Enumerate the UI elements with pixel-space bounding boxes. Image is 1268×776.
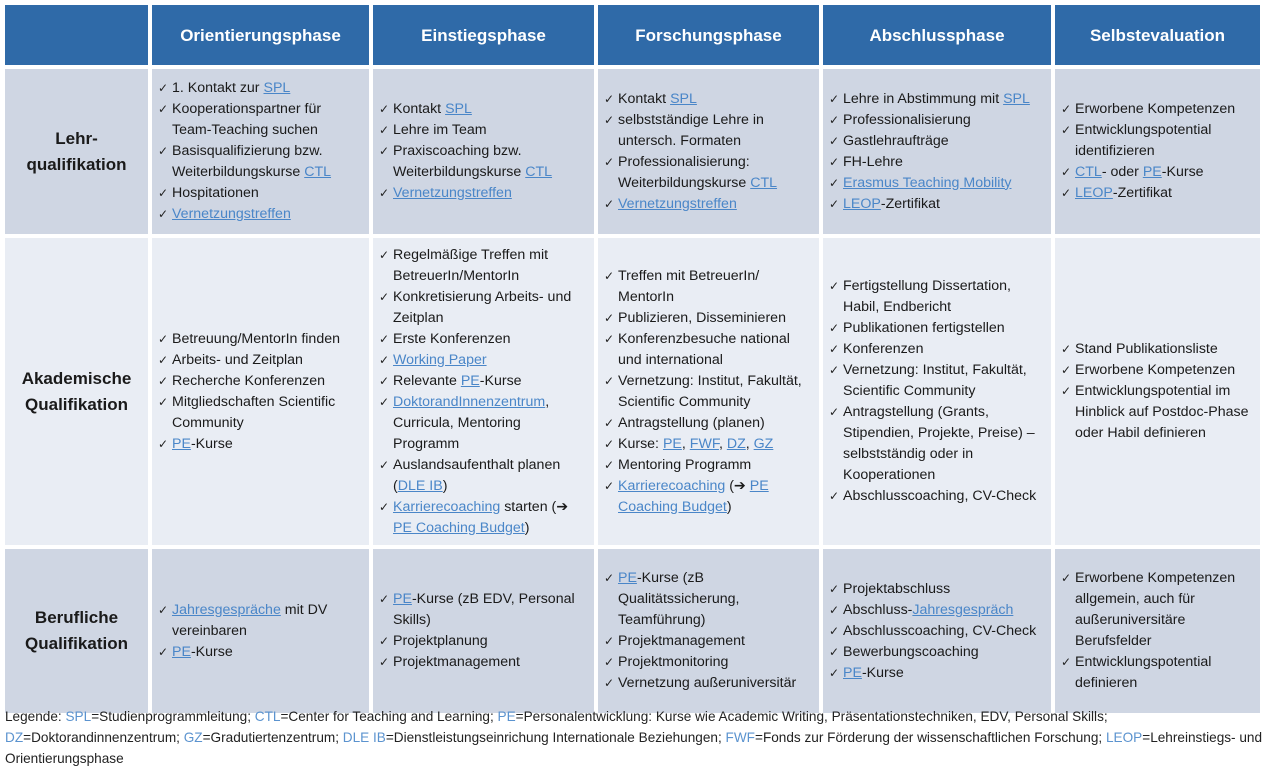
list-item	[379, 245, 588, 287]
list-item	[379, 371, 588, 392]
checklist	[379, 589, 588, 673]
legend-abbreviation: GZ	[183, 730, 203, 745]
abbreviation-link[interactable]: SPL	[670, 90, 697, 107]
list-item	[1061, 381, 1254, 444]
list-item	[379, 329, 588, 350]
checklist	[158, 78, 363, 225]
list-item	[604, 308, 813, 329]
item-text: Professionalisierung	[843, 111, 971, 128]
item-text: starten (➔	[500, 498, 569, 515]
item-text: -Kurse (zB Qualitätssicherung, Teamführung)	[618, 570, 740, 628]
list-item	[604, 476, 813, 518]
item-text: Hospitationen	[172, 185, 259, 201]
item-text: 1. Kontakt zur	[172, 80, 264, 96]
item-text: -Kurse (zB EDV, Personal Skills)	[393, 591, 575, 628]
column-header: Einstiegsphase	[373, 5, 594, 65]
list-item	[829, 173, 1045, 194]
list-item	[379, 497, 588, 539]
abbreviation-link[interactable]: SPL	[445, 101, 472, 117]
list-item	[829, 318, 1045, 339]
list-item	[379, 455, 588, 497]
column-header: Orientierungsphase	[152, 5, 369, 65]
item-text: Vernetzung: Institut, Fakultät, Scientific Community	[843, 362, 1027, 399]
list-item	[829, 663, 1045, 684]
item-text: Auslandsaufenthalt planen (	[393, 456, 561, 494]
item-text: Antragstellung (Grants, Stipendien, Projekte, Preise) – selbstständig oder in Kooperationen	[843, 404, 1035, 483]
table-cell	[823, 238, 1051, 545]
checklist	[604, 266, 813, 518]
qualification-table	[5, 5, 1260, 713]
item-text: Abschluss-	[843, 601, 913, 618]
item-text: Basisqualifizierung bzw. Weiterbildungskurse	[172, 143, 323, 180]
list-item	[829, 579, 1045, 600]
list-item	[604, 371, 813, 413]
list-item	[604, 455, 813, 476]
item-text: -Kurse	[1161, 164, 1204, 180]
item-text: FH-Lehre	[843, 153, 903, 170]
item-text: Recherche Konferenzen	[172, 372, 326, 389]
item-text: Abschlusscoaching, CV-Check	[843, 488, 1037, 504]
abbreviation-link[interactable]: Erasmus Teaching Mobility	[843, 174, 1012, 191]
item-text: Publikationen fertigstellen	[843, 320, 1005, 336]
abbreviation-link[interactable]: LEOP	[1075, 185, 1113, 201]
item-text: -Zertifikat	[880, 195, 940, 212]
table-cell	[152, 549, 369, 713]
legend-text: =Doktorandinnenzentrum;	[23, 730, 184, 745]
item-text: Entwicklungspotential identifizieren	[1075, 122, 1212, 159]
item-text: Betreuung/MentorIn finden	[172, 330, 340, 347]
list-item	[379, 120, 588, 141]
table-cell	[598, 238, 819, 545]
legend-text: =Gradutiertenzentrum;	[202, 730, 343, 745]
checklist	[379, 245, 588, 539]
abbreviation-link[interactable]: Jahresgespräch	[912, 601, 1014, 618]
item-text: Praxiscoaching bzw. Weiterbildungskurse	[393, 143, 526, 180]
checklist	[829, 579, 1045, 684]
legend-text: =Lehreinstiegs- und Orientierungsphase	[5, 730, 1263, 766]
list-item	[158, 141, 363, 183]
item-text: )	[442, 477, 448, 494]
list-item	[829, 600, 1045, 621]
item-text: Konkretisierung Arbeits- und Zeitplan	[393, 288, 572, 326]
checklist	[1061, 568, 1254, 694]
item-text: Antragstellung (planen)	[618, 414, 765, 431]
list-item	[829, 89, 1045, 110]
abbreviation-link[interactable]: FWF	[689, 435, 719, 452]
column-header: Abschlussphase	[823, 5, 1051, 65]
legend-text: Legende:	[5, 709, 66, 724]
list-item	[1061, 339, 1254, 360]
list-item	[1061, 183, 1254, 204]
checklist	[379, 99, 588, 204]
list-item	[158, 642, 363, 663]
item-text: Projektabschluss	[843, 580, 951, 597]
item-text: -Kurse	[190, 435, 233, 452]
list-item	[829, 131, 1045, 152]
list-item	[158, 600, 363, 642]
list-item	[158, 204, 363, 225]
item-text: Kontakt	[393, 101, 446, 117]
list-item	[379, 99, 588, 120]
item-text: Abschlusscoaching, CV-Check	[843, 622, 1037, 639]
list-item	[158, 350, 363, 371]
abbreviation-link[interactable]: Karrierecoaching	[393, 498, 501, 515]
list-item	[604, 652, 813, 673]
item-text: Projektmanagement	[618, 633, 745, 649]
list-item	[604, 413, 813, 434]
legend-abbreviation: FWF	[725, 730, 755, 745]
table-cell	[598, 69, 819, 234]
abbreviation-link[interactable]: DZ	[726, 435, 746, 452]
checklist	[1061, 339, 1254, 444]
row-header: Berufliche Qualifikation	[5, 549, 148, 713]
item-text: Projektmonitoring	[618, 654, 729, 670]
item-text: Lehre im Team	[393, 122, 487, 138]
abbreviation-link[interactable]: PE	[172, 435, 191, 452]
item-text: (➔	[725, 477, 750, 494]
item-text: -Zertifikat	[1112, 185, 1172, 201]
item-text: Konferenzen	[843, 341, 924, 357]
item-text: Kooperationspartner für Team-Teaching suchen	[172, 101, 322, 138]
column-header: Selbstevaluation	[1055, 5, 1260, 65]
legend-text: =Dienstleistungseinrichung Internationale Beziehungen;	[385, 730, 726, 745]
item-text: Gastlehraufträge	[843, 132, 949, 149]
list-item	[379, 392, 588, 455]
item-text: , Curricula, Mentoring Programm	[393, 393, 550, 452]
item-text: Treffen mit BetreuerIn/ MentorIn	[618, 267, 760, 305]
list-item	[604, 568, 813, 631]
checklist	[829, 89, 1045, 215]
abbreviation-link[interactable]: CTL	[1075, 164, 1102, 180]
abbreviation-link[interactable]: CTL	[304, 164, 332, 180]
legend	[5, 706, 1263, 769]
item-text: Erworbene Kompetenzen	[1075, 101, 1236, 117]
item-text: Regelmäßige Treffen mit BetreuerIn/MentorIn	[393, 246, 549, 284]
item-text: ,	[745, 435, 754, 452]
list-item	[604, 110, 813, 152]
item-text: Professionalisierung: Weiterbildungskurse	[618, 153, 751, 191]
item-text: Mentoring Programm	[618, 456, 752, 473]
list-item	[829, 152, 1045, 173]
list-item	[829, 276, 1045, 318]
list-item	[604, 89, 813, 110]
list-item	[1061, 360, 1254, 381]
abbreviation-link[interactable]: GZ	[753, 435, 774, 452]
table-cell	[152, 238, 369, 545]
abbreviation-link[interactable]: PE Coaching Budget	[393, 519, 525, 536]
abbreviation-link[interactable]: PE	[393, 591, 412, 607]
list-item	[604, 434, 813, 455]
item-text: Entwicklungspotential im Hinblick auf Postdoc-Phase oder Habil definieren	[1075, 383, 1249, 441]
list-item	[379, 652, 588, 673]
list-item	[1061, 99, 1254, 120]
abbreviation-link[interactable]: DoktorandInnenzentrum	[393, 393, 546, 410]
list-item	[604, 673, 813, 694]
checklist	[158, 600, 363, 663]
item-text: -Kurse	[190, 643, 233, 660]
legend-text: =Personalentwicklung: Kurse wie Academic Writing, Präsentationstechniken, EDV, Personal Skills;	[515, 709, 1108, 724]
item-text: mit DV vereinbaren	[172, 601, 328, 639]
column-header: Forschungsphase	[598, 5, 819, 65]
list-item	[829, 194, 1045, 215]
item-text: Arbeits- und Zeitplan	[172, 351, 303, 368]
item-text: Fertigstellung Dissertation, Habil, Endbericht	[843, 278, 1011, 315]
abbreviation-link[interactable]: Vernetzungstreffen	[393, 185, 512, 201]
header-corner	[5, 5, 148, 65]
list-item	[604, 194, 813, 215]
abbreviation-link[interactable]: PE	[460, 372, 480, 389]
table-cell	[823, 69, 1051, 234]
list-item	[1061, 120, 1254, 162]
list-item	[604, 152, 813, 194]
row-header: Lehr- qualifikation	[5, 69, 148, 234]
item-text: - oder	[1101, 164, 1143, 180]
list-item	[158, 329, 363, 350]
list-item	[158, 183, 363, 204]
list-item	[379, 631, 588, 652]
legend-abbreviation: PE	[497, 709, 516, 724]
abbreviation-link[interactable]: Working Paper	[393, 351, 487, 368]
table-cell	[598, 549, 819, 713]
abbreviation-link[interactable]: CTL	[750, 174, 778, 191]
item-text: -Kurse	[479, 372, 522, 389]
checklist	[604, 89, 813, 215]
list-item	[829, 110, 1045, 131]
list-item	[829, 642, 1045, 663]
table-cell	[1055, 549, 1260, 713]
abbreviation-link[interactable]: Vernetzungstreffen	[172, 206, 291, 222]
legend-text: =Center for Teaching and Learning;	[280, 709, 498, 724]
list-item	[1061, 162, 1254, 183]
item-text: Kurse:	[618, 435, 663, 452]
item-text: Projektmanagement	[393, 654, 520, 670]
item-text: Publizieren, Disseminieren	[618, 309, 786, 326]
list-item	[604, 631, 813, 652]
list-item	[604, 329, 813, 371]
row-header: Akademische Qualifikation	[5, 238, 148, 545]
list-item	[158, 78, 363, 99]
abbreviation-link[interactable]: PE	[618, 570, 637, 586]
abbreviation-link[interactable]: CTL	[525, 164, 553, 180]
list-item	[1061, 568, 1254, 652]
item-text: Entwicklungspotential definieren	[1075, 654, 1212, 691]
abbreviation-link[interactable]: PE	[1142, 164, 1162, 180]
legend-abbreviation: DLE IB	[342, 730, 386, 745]
list-item	[379, 287, 588, 329]
item-text: Erworbene Kompetenzen allgemein, auch für außeruniversitäre Berufsfelder	[1075, 570, 1236, 649]
abbreviation-link[interactable]: Karrierecoaching	[618, 477, 726, 494]
item-text: selbstständige Lehre in untersch. Formaten	[618, 111, 764, 149]
table-cell	[1055, 238, 1260, 545]
abbreviation-link[interactable]: PE	[172, 643, 191, 660]
abbreviation-link[interactable]: LEOP	[843, 195, 881, 212]
abbreviation-link[interactable]: PE	[662, 435, 682, 452]
legend-abbreviation: LEOP	[1105, 730, 1143, 745]
item-text: )	[726, 498, 732, 515]
legend-abbreviation: DZ	[5, 730, 24, 745]
item-text: Vernetzung: Institut, Fakultät, Scientific Community	[618, 372, 802, 410]
abbreviation-link[interactable]: DLE IB	[397, 477, 443, 494]
list-item	[379, 141, 588, 183]
item-text: Mitgliedschaften Scientific Community	[172, 393, 336, 431]
checklist	[1061, 99, 1254, 204]
list-item	[829, 402, 1045, 486]
item-text: ,	[718, 435, 727, 452]
item-text: ,	[681, 435, 690, 452]
item-text: Stand Publikationsliste	[1075, 341, 1218, 357]
table-cell	[1055, 69, 1260, 234]
legend-abbreviation: SPL	[65, 709, 92, 724]
list-item	[158, 392, 363, 434]
item-text: Lehre in Abstimmung mit	[843, 90, 1004, 107]
item-text: -Kurse	[861, 664, 904, 681]
list-item	[1061, 652, 1254, 694]
list-item	[379, 350, 588, 371]
checklist	[158, 329, 363, 455]
item-text: Vernetzung außeruniversitär	[618, 675, 797, 691]
table-cell	[373, 238, 594, 545]
table-cell	[152, 69, 369, 234]
list-item	[829, 339, 1045, 360]
list-item	[829, 486, 1045, 507]
item-text: Konferenzbesuche national und international	[618, 330, 790, 368]
list-item	[158, 371, 363, 392]
abbreviation-link[interactable]: SPL	[263, 80, 291, 96]
abbreviation-link[interactable]: Vernetzungstreffen	[618, 195, 737, 212]
item-text: Relevante	[393, 372, 461, 389]
item-text: Bewerbungscoaching	[843, 643, 979, 660]
list-item	[379, 183, 588, 204]
checklist	[829, 276, 1045, 507]
abbreviation-link[interactable]: Jahresgespräche	[172, 601, 281, 618]
legend-abbreviation: CTL	[254, 709, 281, 724]
abbreviation-link[interactable]: SPL	[1003, 90, 1030, 107]
item-text: Erste Konferenzen	[393, 330, 511, 347]
list-item	[829, 360, 1045, 402]
item-text: Erworbene Kompetenzen	[1075, 362, 1236, 378]
item-text: Projektplanung	[393, 633, 488, 649]
table-cell	[823, 549, 1051, 713]
legend-text: =Studienprogrammleitung;	[91, 709, 255, 724]
table-cell	[373, 69, 594, 234]
list-item	[158, 434, 363, 455]
legend-text: =Fonds zur Förderung der wissenschaftlichen Forschung;	[755, 730, 1106, 745]
list-item	[604, 266, 813, 308]
list-item	[158, 99, 363, 141]
list-item	[379, 589, 588, 631]
item-text: )	[524, 519, 530, 536]
checklist	[604, 568, 813, 694]
table-cell	[373, 549, 594, 713]
abbreviation-link[interactable]: PE	[843, 664, 862, 681]
item-text: Kontakt	[618, 90, 671, 107]
abbreviation-link[interactable]: PE Coaching Budget	[618, 477, 769, 515]
list-item	[829, 621, 1045, 642]
